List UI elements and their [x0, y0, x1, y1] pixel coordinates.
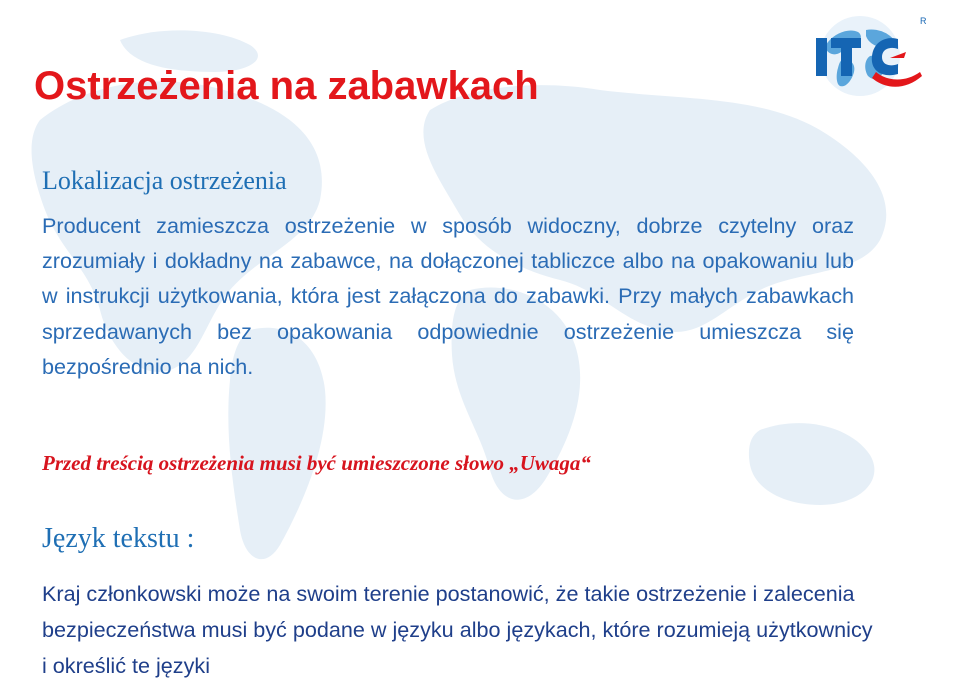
itc-logo: [802, 12, 934, 98]
slide-title: Ostrzeżenia na zabawkach: [34, 64, 539, 108]
warning-note: Przed treścią ostrzeżenia musi być umieszczone słowo „Uwaga“: [42, 451, 591, 475]
section-heading-location: Lokalizacja ostrzeżenia: [42, 166, 287, 195]
paragraph-language: Kraj członkowski może na swoim terenie postanowić, że takie ostrzeżenie i zalecenia bezpieczeństwa musi być podane w języku albo językach, które rozumieją użytkownicy i określić te języki: [42, 581, 873, 678]
paragraph-location: Producent zamieszcza ostrzeżenie w sposób widoczny, dobrze czytelny oraz zrozumiały i dokładny na zabawce, na dołączonej tabliczce albo na opakowaniu lub w instrukcji użytkowania, która jest załączona do zabawki. Przy małych zabawkach sprzedawanych bez opakowania odpowiednie ostrzeżenie umieszcza się bezpośrednio na nich.: [42, 213, 854, 379]
registered-mark: R: [920, 16, 927, 26]
section-heading-language: Język tekstu :: [42, 523, 195, 554]
